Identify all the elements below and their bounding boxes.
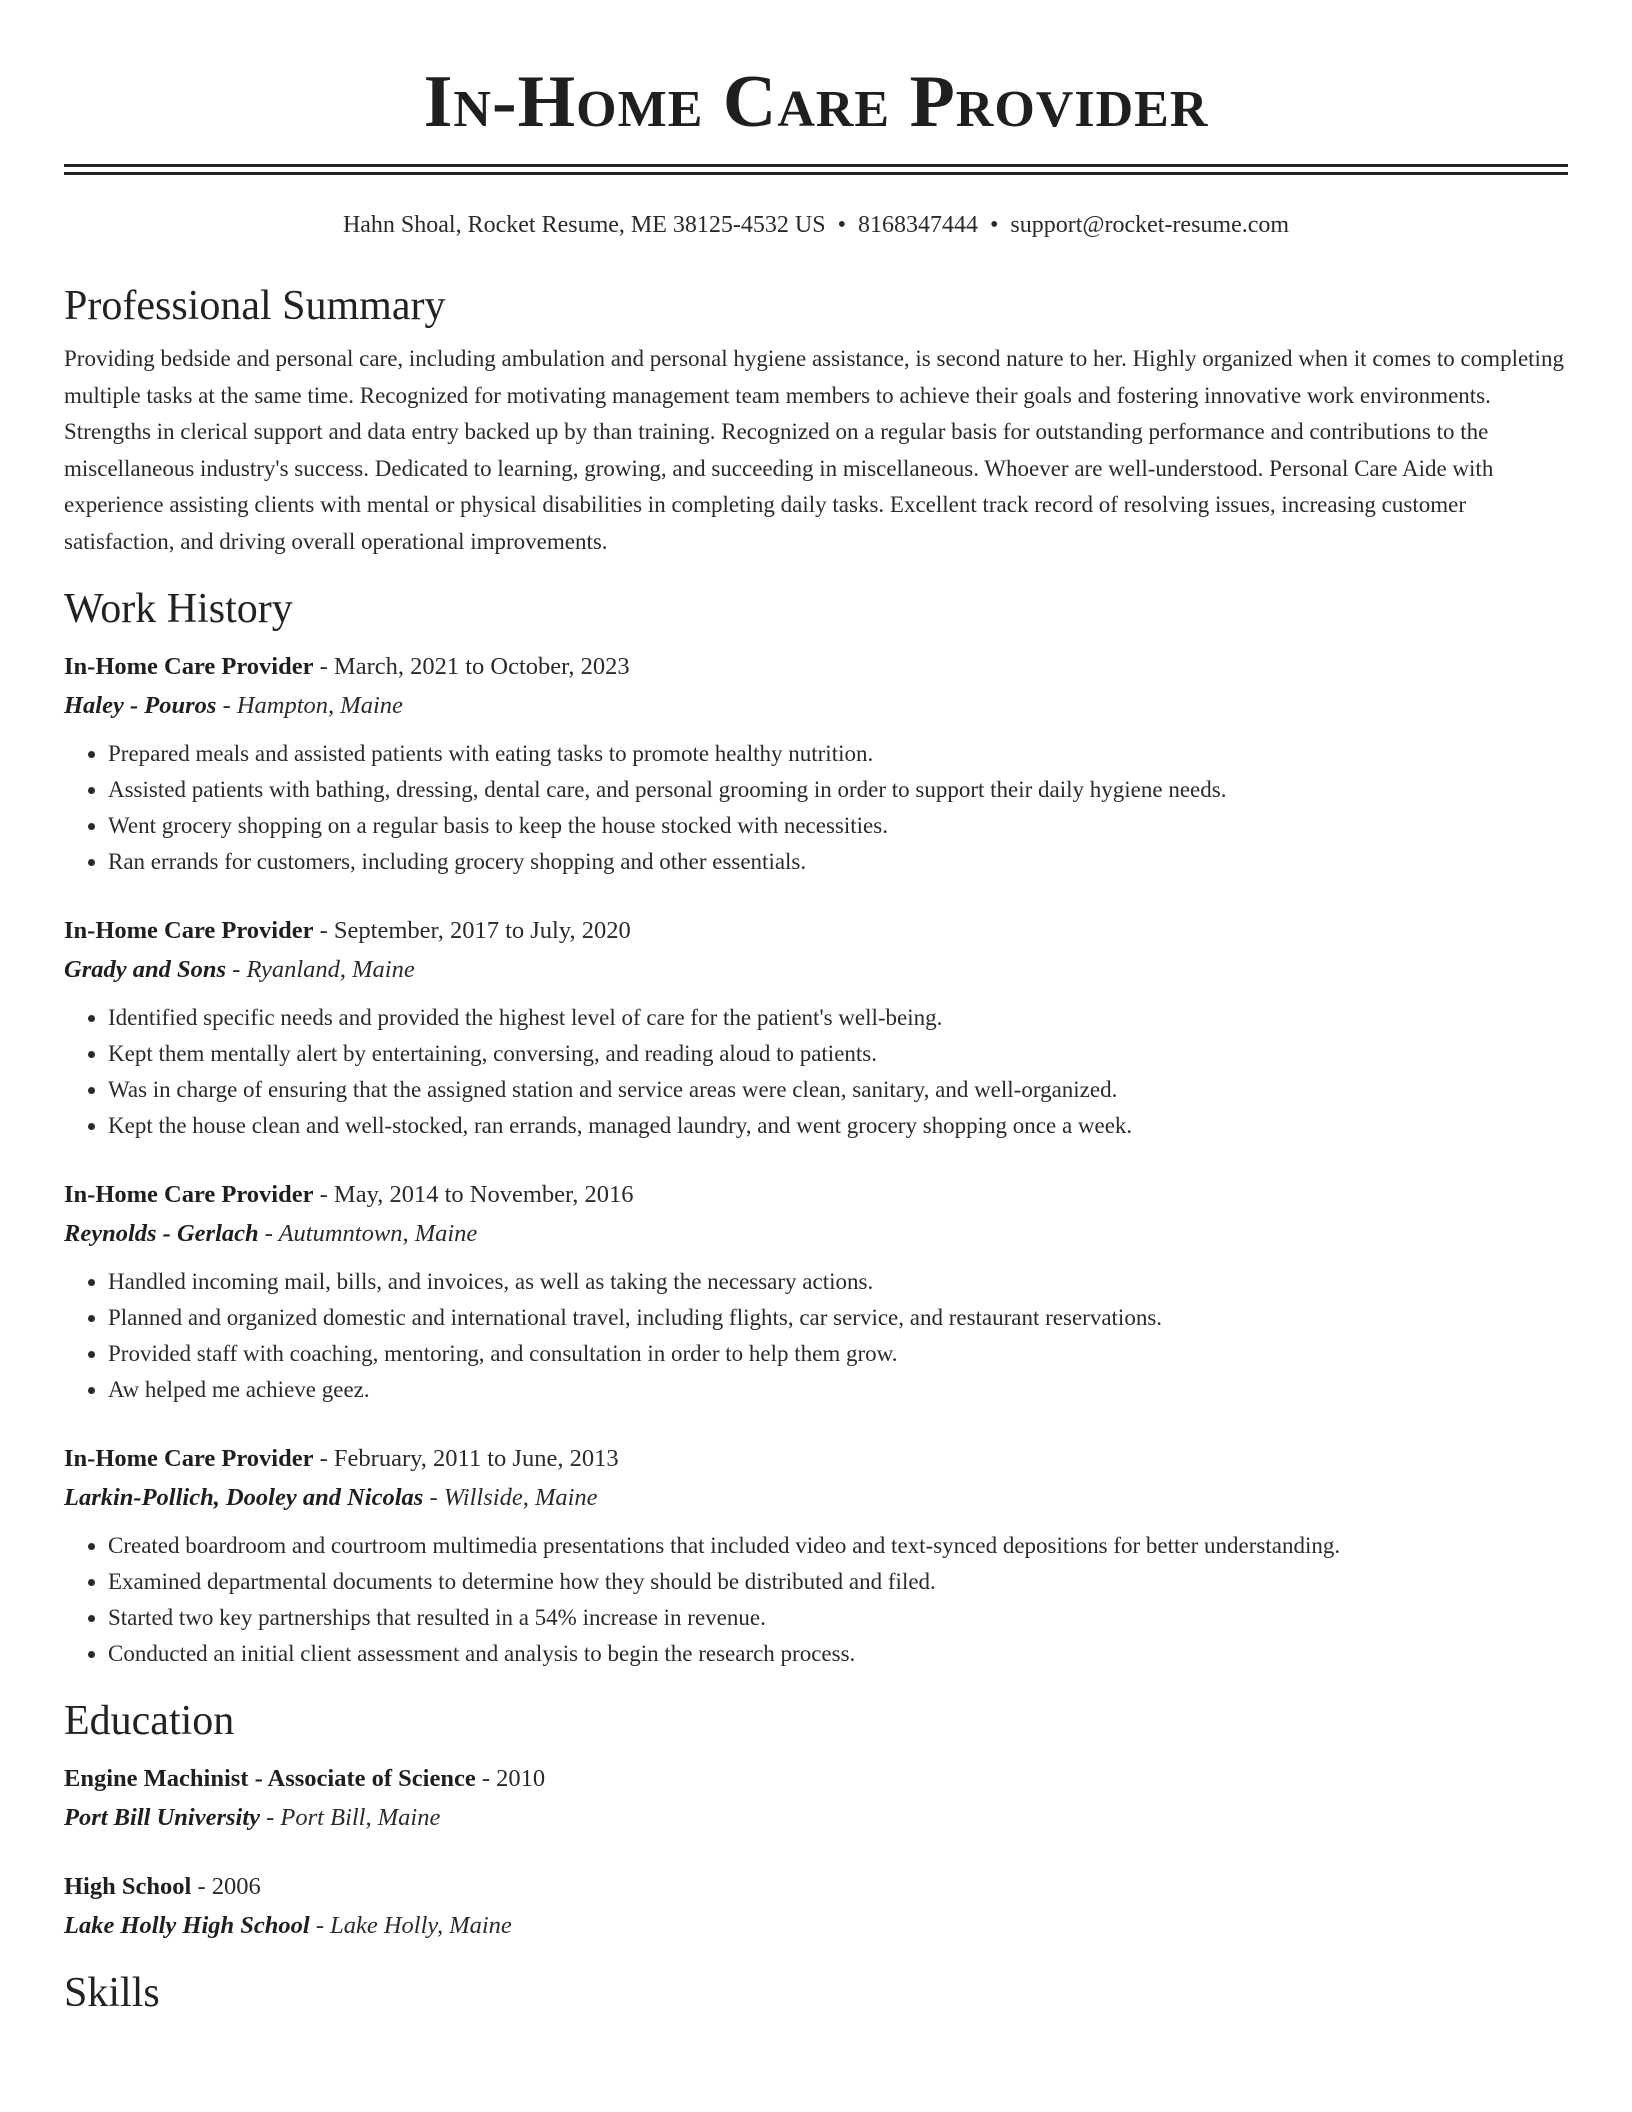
company-line: Reynolds - Gerlach - Autumntown, Maine (64, 1220, 478, 1247)
job-bullet: • Ran errands for customers, including grocery shopping and other essentials. (108, 844, 1568, 880)
job-entry (64, 1440, 1568, 1672)
company-name: Larkin-Pollich, Dooley and Nicolas (64, 1484, 424, 1511)
education-heading: Education (64, 1698, 235, 1744)
job-bullets (64, 736, 1568, 880)
company-name: Reynolds - Gerlach (64, 1220, 259, 1247)
contact-separator: • (989, 212, 999, 238)
degree: Engine Machinist - Associate of Science (64, 1765, 476, 1792)
job-bullet: • Planned and organized domestic and international travel, including flights, car service, and restaurant reservations. (108, 1300, 1568, 1336)
school-name: Port Bill University (64, 1804, 260, 1831)
job-dates: September, 2017 to July, 2020 (333, 917, 631, 944)
job-bullet: • Was in charge of ensuring that the assigned station and service areas were clean, sanitary, and well-organized. (108, 1072, 1568, 1108)
degree-line: Engine Machinist - Associate of Science - 2010 (64, 1765, 546, 1792)
job-bullets (64, 1000, 1568, 1144)
job-bullet: • Went grocery shopping on a regular basis to keep the house stocked with necessities. (108, 808, 1568, 844)
job-entry (64, 912, 1568, 1144)
job-bullets (64, 1528, 1568, 1672)
job-title: In-Home Care Provider (64, 1181, 314, 1208)
title-double-rule (64, 164, 1568, 175)
job-entry (64, 648, 1568, 880)
school-location: Lake Holly, Maine (330, 1912, 512, 1939)
summary-text: Providing bedside and personal care, including ambulation and personal hygiene assistance, is second nature to her. Highly organized when it comes to completing multiple tasks at the same time. Recognized for motivating management team members to achieve their goals and fostering innovative work environments. Strengths in clerical support and data entry backed up by than training. Recognized on a regular basis for outstanding performance and contributions to the miscellaneous industry's success. Dedicated to learning, growing, and succeeding in miscellaneous. Whoever are well-understood. Personal Care Aide with experience assisting clients with mental or physical disabilities in completing daily tasks. Excellent track record of resolving issues, increasing customer satisfaction, and driving overall operational improvements. (64, 346, 1564, 554)
graduation-year: 2010 (496, 1765, 546, 1792)
contact-phone: 8168347444 (857, 212, 978, 238)
company-location: Ryanland, Maine (246, 956, 415, 983)
school-location: Port Bill, Maine (280, 1804, 441, 1831)
degree-line: High School - 2006 (64, 1873, 261, 1900)
school-name: Lake Holly High School (64, 1912, 310, 1939)
job-bullet: • Handled incoming mail, bills, and invoices, as well as taking the necessary actions. (108, 1264, 1568, 1300)
job-bullet: • Aw helped me achieve geez. (108, 1372, 1568, 1408)
job-bullet: • Created boardroom and courtroom multimedia presentations that included video and text-synced depositions for better understanding. (108, 1528, 1568, 1564)
job-bullet: • Provided staff with coaching, mentoring, and consultation in order to help them grow. (108, 1336, 1568, 1372)
company-line: Haley - Pouros - Hampton, Maine (64, 692, 403, 719)
education-entry (64, 1868, 1568, 1946)
resume-title: In-Home Care Provider (423, 61, 1209, 143)
skills-heading: Skills (64, 1970, 160, 2016)
job-entry (64, 1176, 1568, 1408)
company-location: Willside, Maine (443, 1484, 598, 1511)
job-dates: February, 2011 to June, 2013 (333, 1445, 619, 1472)
school-line: Port Bill University - Port Bill, Maine (64, 1804, 441, 1831)
job-bullet: • Conducted an initial client assessment and analysis to begin the research process. (108, 1636, 1568, 1672)
company-location: Autumntown, Maine (278, 1220, 478, 1247)
job-title-line: In-Home Care Provider - September, 2017 to July, 2020 (64, 917, 631, 944)
job-title: In-Home Care Provider (64, 1445, 314, 1472)
job-title: In-Home Care Provider (64, 653, 314, 680)
job-bullet: • Started two key partnerships that resulted in a 54% increase in revenue. (108, 1600, 1568, 1636)
job-title-line: In-Home Care Provider - March, 2021 to October, 2023 (64, 653, 630, 680)
job-bullet: • Prepared meals and assisted patients with eating tasks to promote healthy nutrition. (108, 736, 1568, 772)
work-history-heading: Work History (64, 586, 293, 632)
contact-email: support@rocket-resume.com (1010, 212, 1290, 238)
job-title: In-Home Care Provider (64, 917, 314, 944)
company-name: Haley - Pouros (64, 692, 217, 719)
degree: High School (64, 1873, 192, 1900)
job-dates: March, 2021 to October, 2023 (333, 653, 630, 680)
company-name: Grady and Sons (64, 956, 227, 983)
company-location: Hampton, Maine (236, 692, 403, 719)
summary-heading: Professional Summary (64, 283, 446, 329)
job-bullet: • Examined departmental documents to determine how they should be distributed and filed. (108, 1564, 1568, 1600)
job-bullet: • Assisted patients with bathing, dressing, dental care, and personal grooming in order to support their daily hygiene needs. (108, 772, 1568, 808)
school-line: Lake Holly High School - Lake Holly, Maine (64, 1912, 512, 1939)
job-bullet: • Identified specific needs and provided the highest level of care for the patient's well-being. (108, 1000, 1568, 1036)
company-line: Grady and Sons - Ryanland, Maine (64, 956, 415, 983)
contact-address: Hahn Shoal, Rocket Resume, ME 38125-4532 US (342, 212, 826, 238)
job-bullet: • Kept the house clean and well-stocked, ran errands, managed laundry, and went grocery shopping once a week. (108, 1108, 1568, 1144)
contact-separator: • (837, 212, 846, 238)
job-title-line: In-Home Care Provider - February, 2011 to June, 2013 (64, 1445, 619, 1472)
job-bullets (64, 1264, 1568, 1408)
education-entry (64, 1760, 1568, 1838)
graduation-year: 2006 (211, 1873, 261, 1900)
job-bullet: • Kept them mentally alert by entertaining, conversing, and reading aloud to patients. (108, 1036, 1568, 1072)
company-line: Larkin-Pollich, Dooley and Nicolas - Willside, Maine (64, 1484, 598, 1511)
job-title-line: In-Home Care Provider - May, 2014 to November, 2016 (64, 1181, 634, 1208)
job-dates: May, 2014 to November, 2016 (333, 1181, 634, 1208)
contact-line (64, 209, 1568, 241)
